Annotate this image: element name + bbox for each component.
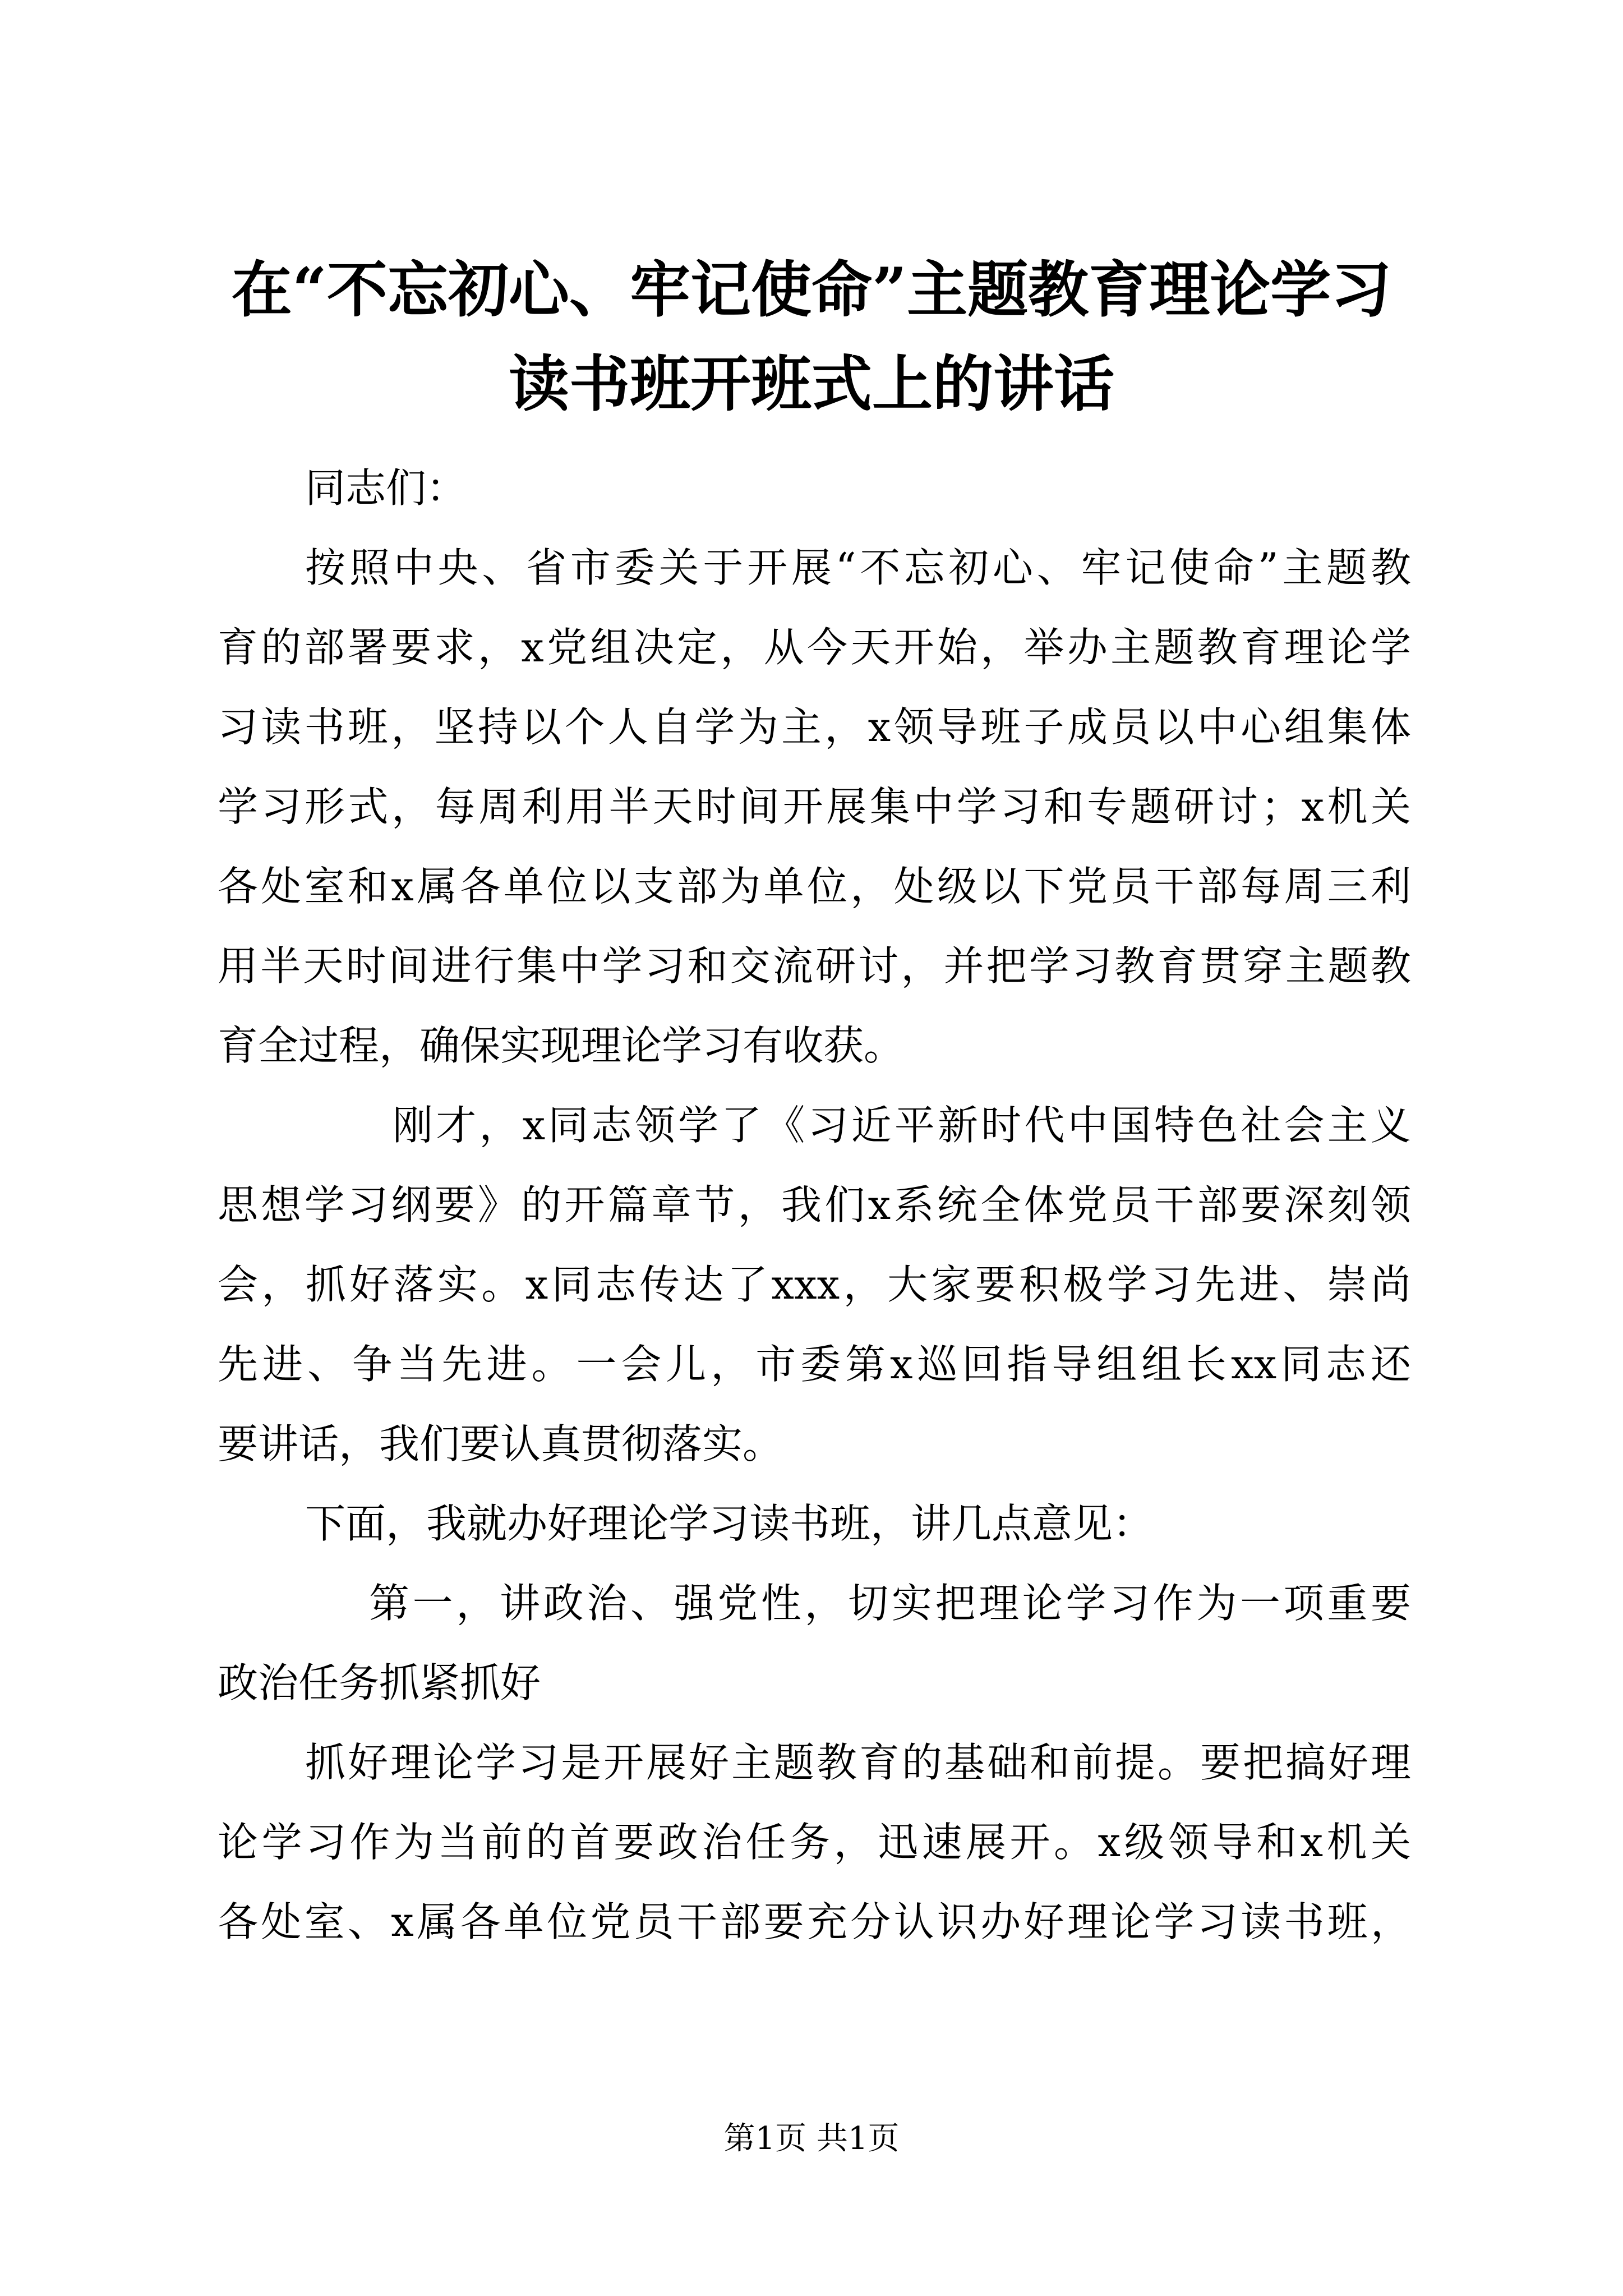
document-title-line-2: 读书班开班式上的讲话 bbox=[508, 349, 1114, 420]
body-line: 学习形式，每周利用半天时间开展集中学习和专题研讨；x机关 bbox=[218, 783, 1411, 830]
body-line: 各处室、x属各单位党员干部要充分认识办好理论学习读书班， bbox=[218, 1898, 1411, 1945]
salutation: 同志们： bbox=[305, 464, 467, 512]
body-line: 育的部署要求，x党组决定，从今天开始，举办主题教育理论学 bbox=[218, 624, 1411, 671]
body-line: 育全过程，确保实现理论学习有收获。 bbox=[218, 1022, 905, 1069]
body-line: 习读书班，坚持以个人自学为主，x领导班子成员以中心组集体 bbox=[218, 703, 1411, 751]
body-line: 会，抓好落实。x同志传达了xxx，大家要积极学习先进、崇尚 bbox=[218, 1261, 1411, 1308]
body-line: 先进、争当先进。一会儿，市委第x巡回指导组组长xx同志还 bbox=[218, 1341, 1411, 1388]
body-line: 各处室和x属各单位以支部为单位，处级以下党员干部每周三利 bbox=[218, 863, 1411, 910]
body-line: 下面，我就办好理论学习读书班，讲几点意见： bbox=[305, 1500, 1154, 1547]
body-line: 按照中央、省市委关于开展“不忘初心、牢记使命”主题教 bbox=[305, 544, 1411, 591]
body-line: 抓好理论学习是开展好主题教育的基础和前提。要把搞好理 bbox=[305, 1739, 1411, 1786]
body-line: 思想学习纲要》的开篇章节，我们x系统全体党员干部要深刻领 bbox=[218, 1181, 1411, 1228]
page-footer: 第1页 共1页 bbox=[723, 2120, 900, 2157]
body-line: 刚才，x同志领学了《习近平新时代中国特色社会主义 bbox=[393, 1102, 1411, 1149]
body-line: 用半天时间进行集中学习和交流研讨，并把学习教育贯穿主题教 bbox=[218, 942, 1411, 990]
document-title-line-1: 在“不忘初心、牢记使命”主题教育理论学习 bbox=[231, 255, 1392, 325]
section-heading: 第一，讲政治、强党性，切实把理论学习作为一项重要 bbox=[369, 1580, 1411, 1627]
section-heading: 政治任务抓紧抓好 bbox=[218, 1659, 541, 1706]
body-line: 论学习作为当前的首要政治任务，迅速展开。x级领导和x机关 bbox=[218, 1819, 1411, 1866]
body-line: 要讲话，我们要认真贯彻落实。 bbox=[218, 1420, 783, 1467]
